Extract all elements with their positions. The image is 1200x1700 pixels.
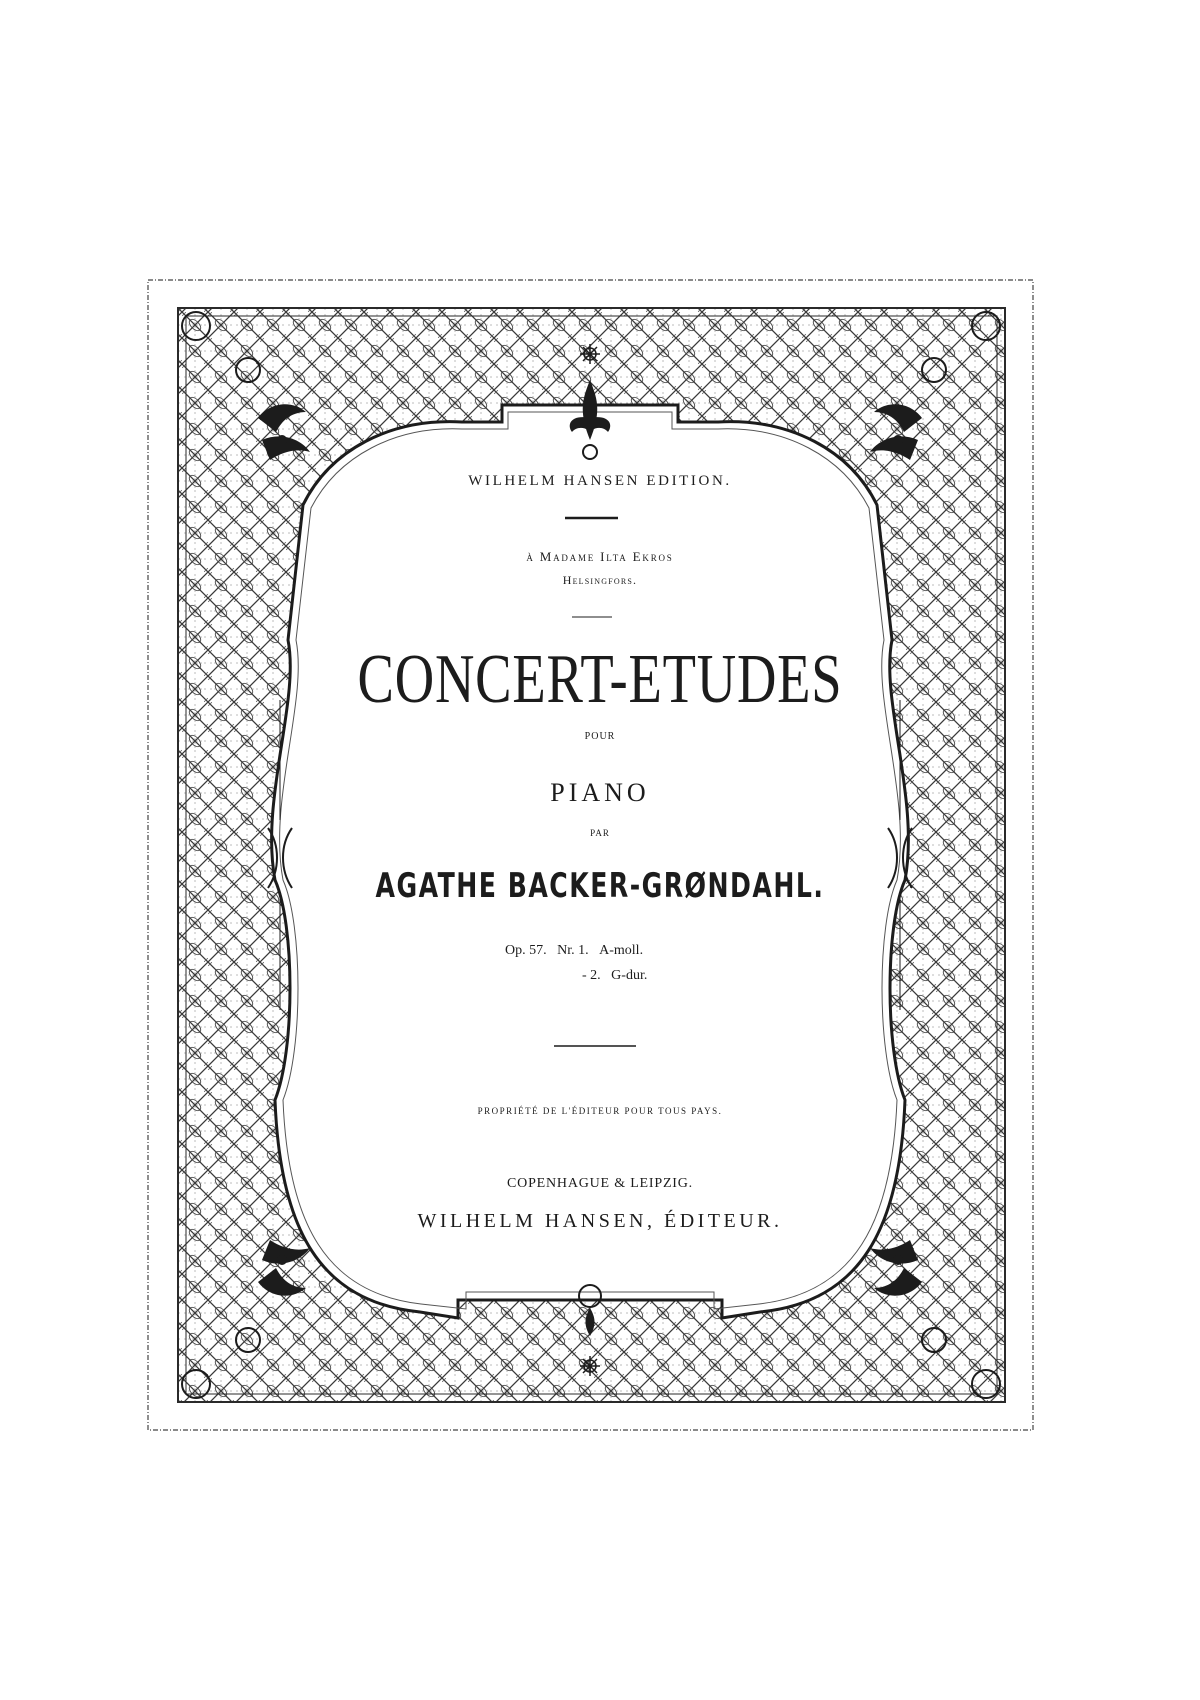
opus-row-2 — [582, 968, 647, 984]
instrument: PIANO — [550, 778, 650, 807]
publisher-place: COPENHAGUE & LEIPZIG. — [507, 1176, 693, 1191]
edition-line: WILHELM HANSEN EDITION. — [468, 473, 732, 489]
dedication-city: Helsingfors. — [562, 573, 638, 587]
opus-row-1 — [505, 943, 643, 959]
publisher-name: WILHELM HANSEN, ÉDITEUR. — [417, 1210, 783, 1232]
dedication-line: à Madame Ilta Ekros — [526, 549, 674, 564]
par-label: PAR — [590, 828, 610, 838]
work-title: CONCERT-ETUDES — [357, 641, 843, 718]
opus-first-key: A-moll. — [599, 943, 644, 958]
rights-notice: PROPRIÉTÉ DE L'ÉDITEUR POUR TOUS PAYS. — [477, 1106, 723, 1116]
pour-label: POUR — [584, 731, 616, 742]
composer-name: AGATHE BACKER-GRØNDAHL. — [375, 866, 825, 906]
opus-nr-label: Nr. 1. — [557, 943, 589, 958]
opus-second-key: G-dur. — [611, 968, 648, 983]
rosette-top — [580, 344, 600, 364]
rosette-bottom — [580, 1356, 600, 1376]
opus-number: Op. 57. — [505, 943, 547, 958]
opus-ditto-label: - 2. — [582, 968, 601, 983]
